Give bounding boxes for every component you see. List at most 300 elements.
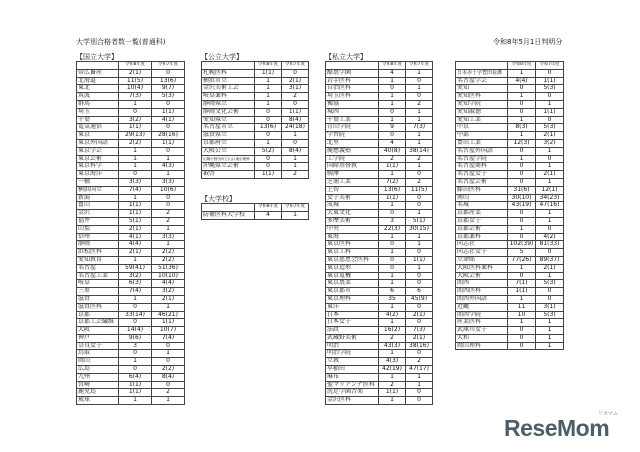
count-r7: 2	[406, 156, 433, 164]
count-r7: 0	[152, 101, 185, 109]
count-r7: 5(3)	[536, 124, 564, 132]
university-name: 同志社女子	[456, 249, 508, 257]
count-r8: 2(1)	[119, 249, 152, 257]
count-r8: 1	[119, 296, 152, 304]
count-r7: 1	[536, 273, 564, 281]
count-r8: 3(2)	[119, 273, 152, 281]
count-r8: 0	[255, 132, 282, 140]
university-name: 青山学院	[326, 124, 379, 132]
count-r8: 4(4)	[119, 241, 152, 249]
count-r7: 10(6)	[152, 187, 185, 195]
count-r7: 89(37)	[536, 257, 564, 265]
count-r7: 4(2)	[536, 234, 564, 242]
university-name: 名古屋商科	[456, 163, 508, 171]
count-r8: 0	[508, 273, 536, 281]
university-name: 金沢	[77, 210, 119, 218]
count-r7: 2	[152, 218, 185, 226]
column-header-r7: 令和7年度	[536, 62, 564, 70]
count-r7: 1(1)	[406, 257, 433, 265]
count-r7: 3(3)	[152, 234, 185, 242]
university-name: 一橋	[77, 179, 119, 187]
count-r8: 0	[508, 218, 536, 226]
count-r7: 1	[406, 70, 433, 78]
university-name: 名古屋市立	[202, 124, 255, 132]
count-r8: 0	[379, 265, 406, 273]
count-r7: 2(1)	[536, 132, 564, 140]
count-r8: 7(4)	[119, 187, 152, 195]
university-name: 岐阜	[77, 280, 119, 288]
count-r8: 2	[379, 156, 406, 164]
count-r8: 2	[379, 382, 406, 390]
count-r7: 0	[152, 124, 185, 132]
count-r8: 4	[379, 70, 406, 78]
count-r8: 0	[379, 210, 406, 218]
university-name: 埼玉	[77, 109, 119, 117]
university-name: 芝浦工業	[326, 179, 379, 187]
count-r7: 1	[536, 179, 564, 187]
university-name: 京都芸術	[456, 226, 508, 234]
university-name: 東京工科	[326, 249, 379, 257]
count-r7: 2(2)	[152, 249, 185, 257]
count-r7: 2	[282, 171, 309, 179]
university-name: 名古屋	[77, 265, 119, 273]
document-title: 大学別合格者数一覧(普通科)	[76, 38, 166, 46]
count-r8: 13(6)	[379, 187, 406, 195]
university-name: 立命館	[456, 257, 508, 265]
count-r7: 0	[152, 382, 185, 390]
count-r8: 29(13)	[119, 132, 152, 140]
count-r8: 1	[379, 171, 406, 179]
count-r8: 0	[379, 241, 406, 249]
count-r7: 5(1)	[406, 218, 433, 226]
header-blank-cell	[77, 62, 119, 70]
count-r7: 0	[152, 358, 185, 366]
count-r8: 1	[255, 78, 282, 86]
count-r7: 7(3)	[406, 327, 433, 335]
count-r8: 5(1)	[119, 218, 152, 226]
count-r7: 34(23)	[536, 195, 564, 203]
count-r8: 4(2)	[379, 312, 406, 320]
count-r7: 8(4)	[152, 374, 185, 382]
count-r8: 1(1)	[379, 195, 406, 203]
university-name: 滋賀医科	[77, 304, 119, 312]
university-name: 千葉工業	[326, 117, 379, 125]
university-name: 電気通信	[77, 124, 119, 132]
count-r8: 1	[379, 117, 406, 125]
private-university-table-left	[325, 61, 433, 405]
count-r7: 1	[406, 132, 433, 140]
count-r8: 77(26)	[508, 257, 536, 265]
university-name: 東北	[77, 85, 119, 93]
university-name: 中京	[456, 124, 508, 132]
count-r7: 2	[406, 101, 433, 109]
header-blank-cell	[326, 62, 379, 70]
university-name: 筑波	[77, 93, 119, 101]
count-r7: 1	[536, 343, 564, 351]
university-name: 酪農学園	[326, 70, 379, 78]
university-name: 岐阜薬科	[202, 93, 255, 101]
count-r8: 30(10)	[508, 195, 536, 203]
university-name: 武庫川女子	[456, 327, 508, 335]
university-name: 名古屋芸術	[456, 179, 508, 187]
count-r8: 0	[379, 257, 406, 265]
university-name: 滋賀県立	[202, 132, 255, 140]
count-r8: 1	[119, 397, 152, 405]
count-r8: 22(3)	[379, 226, 406, 234]
count-r8: 0	[379, 132, 406, 140]
count-r8: 11	[508, 304, 536, 312]
university-name: 横浜市立	[202, 78, 255, 86]
university-name: 東京海洋	[77, 171, 119, 179]
count-r7: 1	[536, 148, 564, 156]
university-name: 工学院	[326, 156, 379, 164]
university-name: 岩手医科	[326, 78, 379, 86]
count-r7: 1	[152, 304, 185, 312]
count-r7: 1	[536, 163, 564, 171]
count-r8: 2(1)	[119, 70, 152, 78]
university-name: 埼玉医科	[326, 93, 379, 101]
column-header-r7: 令和7年度	[282, 62, 309, 70]
university-name: 京都	[77, 312, 119, 320]
university-name: 明治	[326, 343, 379, 351]
university-name: 近畿	[456, 304, 508, 312]
count-r8: 1	[508, 156, 536, 164]
count-r8: 33(14)	[119, 312, 152, 320]
count-r7: 0	[406, 280, 433, 288]
count-r7: 1(1)	[152, 319, 185, 327]
count-r8: 0	[508, 163, 536, 171]
university-name: 静岡文化芸術	[202, 109, 255, 117]
count-r8: 1	[255, 93, 282, 101]
count-r7: 1	[406, 234, 433, 242]
university-name: 東京都市	[326, 288, 379, 296]
count-r7: 2(1)	[406, 335, 433, 343]
university-name: 東洋	[326, 304, 379, 312]
count-r7: 38(14)	[406, 148, 433, 156]
university-name: 愛知教育	[77, 257, 119, 265]
count-r8: 1	[379, 304, 406, 312]
university-name: 駒澤	[326, 171, 379, 179]
university-name: 麻布	[326, 374, 379, 382]
count-r7: 0	[152, 343, 185, 351]
university-name: 岡山理科	[456, 343, 508, 351]
count-r8: 1	[119, 148, 152, 156]
university-name: 藤田医科	[456, 187, 508, 195]
university-name: 鳥取	[77, 350, 119, 358]
count-r8: 12(3)	[508, 140, 536, 148]
university-name: 学習院	[326, 132, 379, 140]
count-r8: 43(19)	[508, 202, 536, 210]
university-name: 日本女子	[326, 319, 379, 327]
university-name: 京都薬科	[456, 234, 508, 242]
university-name: 東京学芸	[77, 148, 119, 156]
count-r7: 1	[152, 397, 185, 405]
university-name: 九州	[77, 374, 119, 382]
university-name: 広島	[77, 366, 119, 374]
count-r8: 6(3)	[119, 280, 152, 288]
count-r7: 7(3)	[406, 124, 433, 132]
count-r8: 7(3)	[119, 93, 152, 101]
count-r7: 1	[282, 163, 309, 171]
count-r8: 1	[508, 226, 536, 234]
count-r8: 4(1)	[119, 234, 152, 242]
count-r8: 0	[119, 171, 152, 179]
count-r7: 6	[406, 288, 433, 296]
count-r8: 0	[508, 335, 536, 343]
count-r8: 1	[379, 101, 406, 109]
university-name: 愛知医科	[456, 93, 508, 101]
count-r8: 1	[508, 132, 536, 140]
university-name: 静岡県立	[202, 101, 255, 109]
count-r8: 4	[255, 212, 282, 220]
university-name: 京都府立	[202, 140, 255, 148]
section-label-private: 【私立大学】	[325, 53, 367, 61]
count-r7: 1(1)	[152, 109, 185, 117]
national-university-table	[76, 61, 185, 405]
count-r7: 9(7)	[152, 85, 185, 93]
count-r8: 1	[119, 195, 152, 203]
count-r8: 10(4)	[119, 85, 152, 93]
count-r7: 0	[406, 93, 433, 101]
university-name: 福井	[77, 218, 119, 226]
university-name: 上智	[326, 187, 379, 195]
section-label-public: 【公立大学】	[201, 53, 243, 61]
university-name: 大阪公立	[202, 148, 255, 156]
count-r8: 1	[379, 234, 406, 242]
count-r8: 0	[379, 85, 406, 93]
count-r7: 1(1)	[152, 140, 185, 148]
count-r8: 0	[508, 343, 536, 351]
count-r7: 47(17)	[406, 366, 433, 374]
count-r8: 7(1)	[508, 280, 536, 288]
count-r7: 0	[152, 70, 185, 78]
column-header-r8: 令和8年度	[379, 62, 406, 70]
column-header-r7: 令和7年度	[406, 62, 433, 70]
university-name: 名古屋学院	[456, 156, 508, 164]
count-r7: 1	[282, 212, 309, 220]
university-name: 千葉	[77, 117, 119, 125]
column-header-r8: 令和8年度	[508, 62, 536, 70]
university-name: 鹿児島	[77, 389, 119, 397]
count-r8: 0	[255, 163, 282, 171]
university-name: 東京科学	[77, 163, 119, 171]
count-r8: 1	[508, 70, 536, 78]
count-r7: 0	[536, 288, 564, 296]
column-header-r8: 令和8年度	[255, 62, 282, 70]
count-r7: 1	[536, 327, 564, 335]
university-name: 大東文化	[326, 210, 379, 218]
university-name: 愛知県立	[202, 117, 255, 125]
public-university-table	[201, 61, 309, 179]
count-r7: 3(1)	[282, 85, 309, 93]
university-name: 北里	[326, 140, 379, 148]
university-name: 名古屋工業	[77, 273, 119, 281]
university-name: 名古屋学芸	[456, 78, 508, 86]
count-r8: 4(3)	[379, 358, 406, 366]
count-r8: 1	[379, 273, 406, 281]
university-name: 北海道	[77, 78, 119, 86]
count-r8: 1	[119, 163, 152, 171]
count-r7: 1	[406, 109, 433, 117]
count-r7: 10(10)	[152, 273, 185, 281]
university-name: 横浜国立	[77, 187, 119, 195]
header-blank-cell	[202, 62, 255, 70]
count-r8: 0	[508, 179, 536, 187]
count-r8: 1(1)	[119, 124, 152, 132]
university-name: 獨協	[326, 101, 379, 109]
count-r8: 9(6)	[119, 335, 152, 343]
university-name: 山陽小野田市立山口東京理科	[202, 156, 255, 164]
count-r8: 43(3)	[379, 343, 406, 351]
university-name: 京都女子	[456, 218, 508, 226]
count-r7: 2(1)	[536, 265, 564, 273]
count-r7: 0	[536, 226, 564, 234]
count-r8: 1(1)	[119, 210, 152, 218]
count-r8: 0	[508, 234, 536, 242]
count-r7: 8(4)	[282, 148, 309, 156]
count-r7: 13(6)	[152, 78, 185, 86]
university-name: 新潟	[77, 195, 119, 203]
count-r7: 1	[536, 101, 564, 109]
university-name: 東京医科	[326, 241, 379, 249]
university-name: 大阪医科薬科	[456, 265, 508, 273]
university-name: 東京理科	[326, 296, 379, 304]
count-r8: 9	[379, 124, 406, 132]
count-r8: 1	[508, 265, 536, 273]
count-r7: 81(33)	[536, 241, 564, 249]
count-r7: 0	[406, 350, 433, 358]
university-name: 立教	[326, 358, 379, 366]
count-r7: 1	[406, 210, 433, 218]
university-name: 岡山	[77, 358, 119, 366]
count-r7: 3(1)	[536, 304, 564, 312]
university-name: 帯広畜産	[77, 70, 119, 78]
count-r8: 6(4)	[119, 374, 152, 382]
count-r8: 1	[255, 85, 282, 93]
count-r7: 5(3)	[536, 312, 564, 320]
count-r7: 7(4)	[152, 335, 185, 343]
column-header-r8: 令和8年度	[119, 62, 152, 70]
count-r7: 0	[152, 148, 185, 156]
university-name: 京都工芸繊維	[77, 319, 119, 327]
count-r7: 0	[406, 397, 433, 405]
count-r8: 0	[119, 304, 152, 312]
count-r8: 0	[119, 350, 152, 358]
university-name: 東京農業	[326, 280, 379, 288]
count-r8: 0	[508, 171, 536, 179]
count-r7: 5(3)	[152, 93, 185, 101]
university-name: 札幌医科	[202, 70, 255, 78]
count-r8: 5(2)	[255, 148, 282, 156]
count-r7: 0	[282, 140, 309, 148]
count-r7: 1	[406, 117, 433, 125]
count-r8: 0	[119, 319, 152, 327]
count-r8: 1	[119, 358, 152, 366]
count-r7: 47(16)	[536, 202, 564, 210]
count-r8: 1	[255, 101, 282, 109]
count-r8: 2	[379, 335, 406, 343]
count-r8: 1	[379, 93, 406, 101]
university-name: 滋賀	[77, 296, 119, 304]
university-name: 金沢美術工芸	[202, 85, 255, 93]
count-r8: 0	[255, 109, 282, 117]
count-r8: 1	[119, 156, 152, 164]
count-r7: 0	[406, 202, 433, 210]
university-name: 愛知淑徳	[456, 109, 508, 117]
count-r7: 45(9)	[406, 296, 433, 304]
university-name: 東京電機	[326, 273, 379, 281]
count-r8: 1	[119, 257, 152, 265]
university-name: 神戸	[77, 335, 119, 343]
count-r7: 28(16)	[152, 132, 185, 140]
count-r8: 2(1)	[119, 226, 152, 234]
university-name: 叡啓	[202, 171, 255, 179]
count-r8: 1	[379, 78, 406, 86]
count-r7: 0	[536, 156, 564, 164]
count-r7: 2(2)	[152, 366, 185, 374]
count-r8: 1	[379, 374, 406, 382]
university-name: 武蔵野美術	[326, 335, 379, 343]
count-r7: 2(1)	[536, 171, 564, 179]
university-name: 大和	[456, 335, 508, 343]
university-name: 東京外国語	[77, 140, 119, 148]
count-r8: 1(1)	[255, 171, 282, 179]
count-r7: 1	[152, 171, 185, 179]
count-r8: 102(39)	[508, 241, 536, 249]
count-r8: 3	[119, 343, 152, 351]
count-r7: 0	[406, 319, 433, 327]
university-name: 日本	[326, 312, 379, 320]
university-name: 豊田工業	[456, 140, 508, 148]
count-r7: 51(36)	[152, 265, 185, 273]
count-r7: 0	[406, 273, 433, 281]
section-label-national: 【国立大学】	[76, 53, 118, 61]
count-r7: 2	[406, 358, 433, 366]
university-name: 明治学院	[326, 350, 379, 358]
count-r8: 1(1)	[119, 389, 152, 397]
count-r8: 0	[255, 117, 282, 125]
count-r8: 1	[508, 296, 536, 304]
header-blank-cell	[202, 204, 255, 212]
count-r8: 0	[119, 366, 152, 374]
as-of-date: 令和8年5月1日判明分	[493, 38, 563, 46]
count-r8: 1	[379, 397, 406, 405]
count-r7: 2(1)	[282, 78, 309, 86]
university-name: 名城	[456, 202, 508, 210]
count-r7: 0	[406, 304, 433, 312]
count-r8: 1(1)	[119, 202, 152, 210]
count-r8: 0	[119, 109, 152, 117]
count-r8: 1	[379, 249, 406, 257]
count-r8: 1	[119, 101, 152, 109]
university-name: 東京慈恵会医科	[326, 257, 379, 265]
university-name: 産業医科	[456, 319, 508, 327]
university-name: 聖マリアンナ医科	[326, 382, 379, 390]
count-r8: 1(1)	[508, 288, 536, 296]
count-r7: 2	[152, 389, 185, 397]
count-r7: 1(1)	[536, 109, 564, 117]
university-name: 中央	[326, 226, 379, 234]
count-r7: 0	[536, 70, 564, 78]
count-r8: 1(1)	[379, 389, 406, 397]
university-name: 大阪芸術	[456, 273, 508, 281]
count-r8: 0	[508, 327, 536, 335]
count-r8: 3	[379, 218, 406, 226]
count-r7: 0	[406, 195, 433, 203]
count-r8: 7(2)	[379, 179, 406, 187]
count-r8: 0	[508, 109, 536, 117]
private-university-table-right	[455, 61, 564, 350]
